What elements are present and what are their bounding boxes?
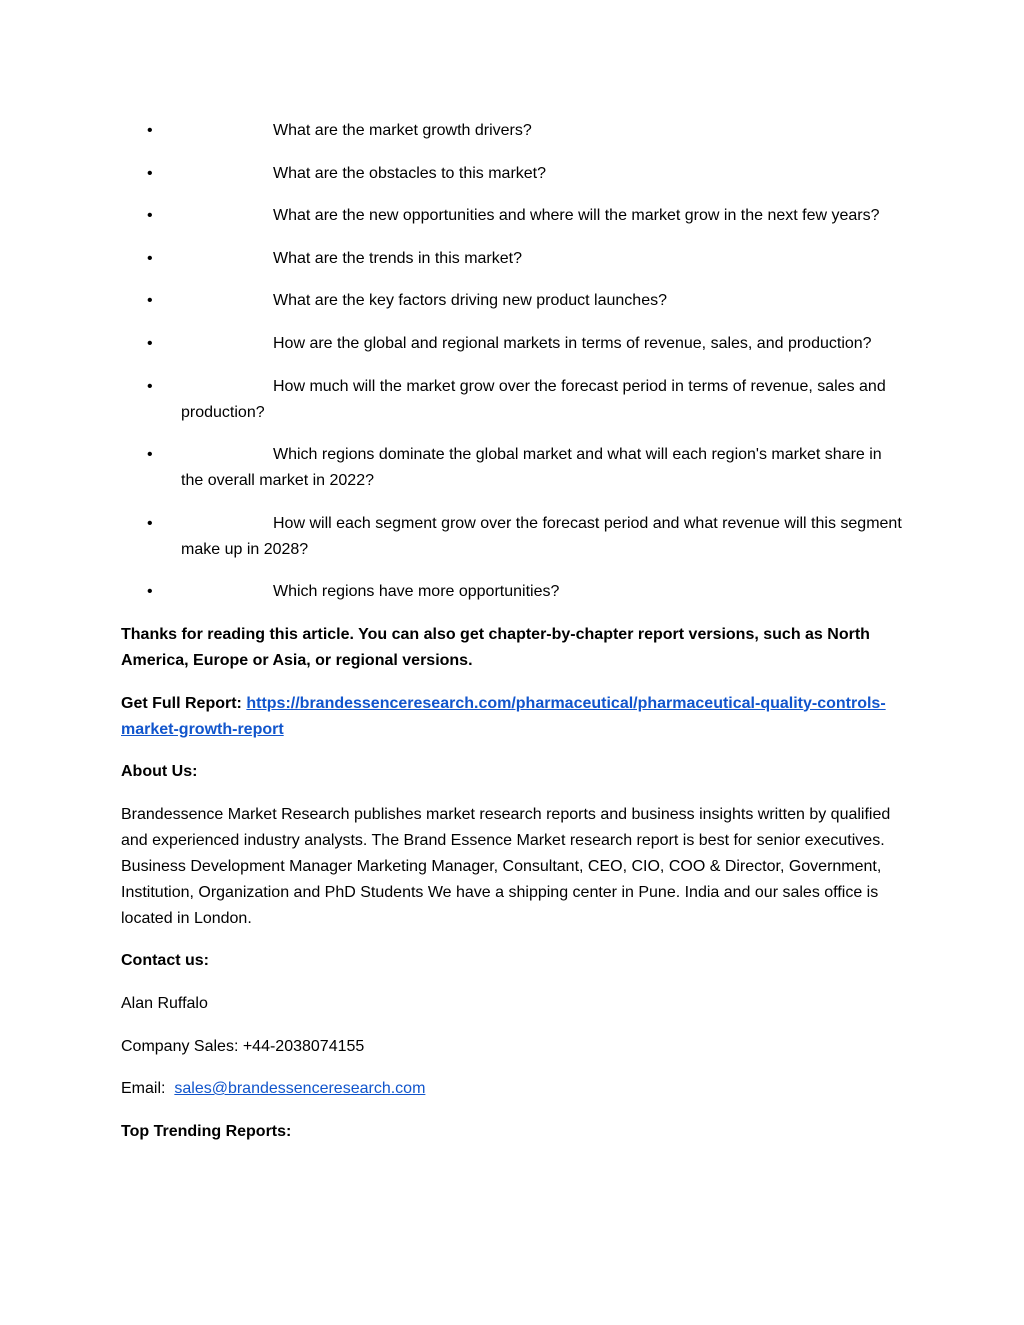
bullet-icon: • [147, 249, 153, 267]
list-item [121, 118, 906, 144]
list-item [121, 442, 906, 494]
question-text: What are the obstacles to this market? [273, 164, 547, 182]
bullet-icon: • [147, 334, 153, 352]
full-report-link[interactable]: https://brandessenceresearch.com/pharmaceutical/pharmaceutical-quality-controls-market-growth-report [121, 694, 886, 738]
document-content [121, 118, 906, 1161]
question-text: How much will the market grow over the forecast period in terms of revenue, sales and production? [181, 377, 886, 421]
list-item [121, 579, 906, 605]
thanks-paragraph: Thanks for reading this article. You can also get chapter-by-chapter report versions, such as North America, Europe or Asia, or regional versions. [121, 625, 870, 669]
list-item [121, 331, 906, 357]
bullet-icon: • [147, 446, 153, 464]
list-item [121, 511, 906, 563]
bullet-icon: • [147, 514, 153, 532]
question-text: How are the global and regional markets in terms of revenue, sales, and production? [273, 334, 872, 352]
bullet-icon: • [147, 122, 153, 139]
question-list [121, 118, 906, 605]
email-link[interactable]: sales@brandessenceresearch.com [174, 1080, 426, 1098]
full-report-label: Get Full Report: [121, 694, 242, 712]
company-sales: Company Sales: +44-2038074155 [121, 1037, 365, 1055]
question-text: What are the key factors driving new product launches? [273, 292, 667, 310]
list-item [121, 246, 906, 272]
question-text: Which regions have more opportunities? [273, 583, 560, 601]
list-item [121, 203, 906, 229]
question-text: How will each segment grow over the forecast period and what revenue will this segment make up in 2028? [181, 514, 902, 558]
contact-heading: Contact us: [121, 952, 209, 970]
bullet-icon: • [147, 583, 153, 601]
question-text: What are the market growth drivers? [273, 122, 532, 139]
list-item [121, 374, 906, 426]
bullet-icon: • [147, 377, 153, 395]
list-item [121, 288, 906, 314]
about-body: Brandessence Market Research publishes market research reports and business insights written by qualified and experienced industry analysts. The Brand Essence Market research report is best for senior executives. Business Development Manager Marketing Manager, Consultant, CEO, CIO, COO & Director, Government, Institution, Organization and PhD Students We have a shipping center in Pune. India and our sales office is located in London. [121, 805, 891, 927]
question-text: Which regions dominate the global market and what will each region's market share in the overall market in 2022? [181, 446, 882, 490]
about-heading: About Us: [121, 763, 198, 781]
email-paragraph [121, 1076, 906, 1102]
contact-name: Alan Ruffalo [121, 994, 208, 1012]
list-item [121, 161, 906, 187]
bullet-icon: • [147, 207, 153, 225]
trending-heading: Top Trending Reports: [121, 1122, 292, 1140]
question-text: What are the trends in this market? [273, 249, 522, 267]
full-report-paragraph [121, 691, 906, 743]
bullet-icon: • [147, 292, 153, 310]
bullet-icon: • [147, 164, 153, 182]
question-text: What are the new opportunities and where will the market grow in the next few years? [273, 207, 880, 225]
email-label: Email: [121, 1080, 170, 1098]
